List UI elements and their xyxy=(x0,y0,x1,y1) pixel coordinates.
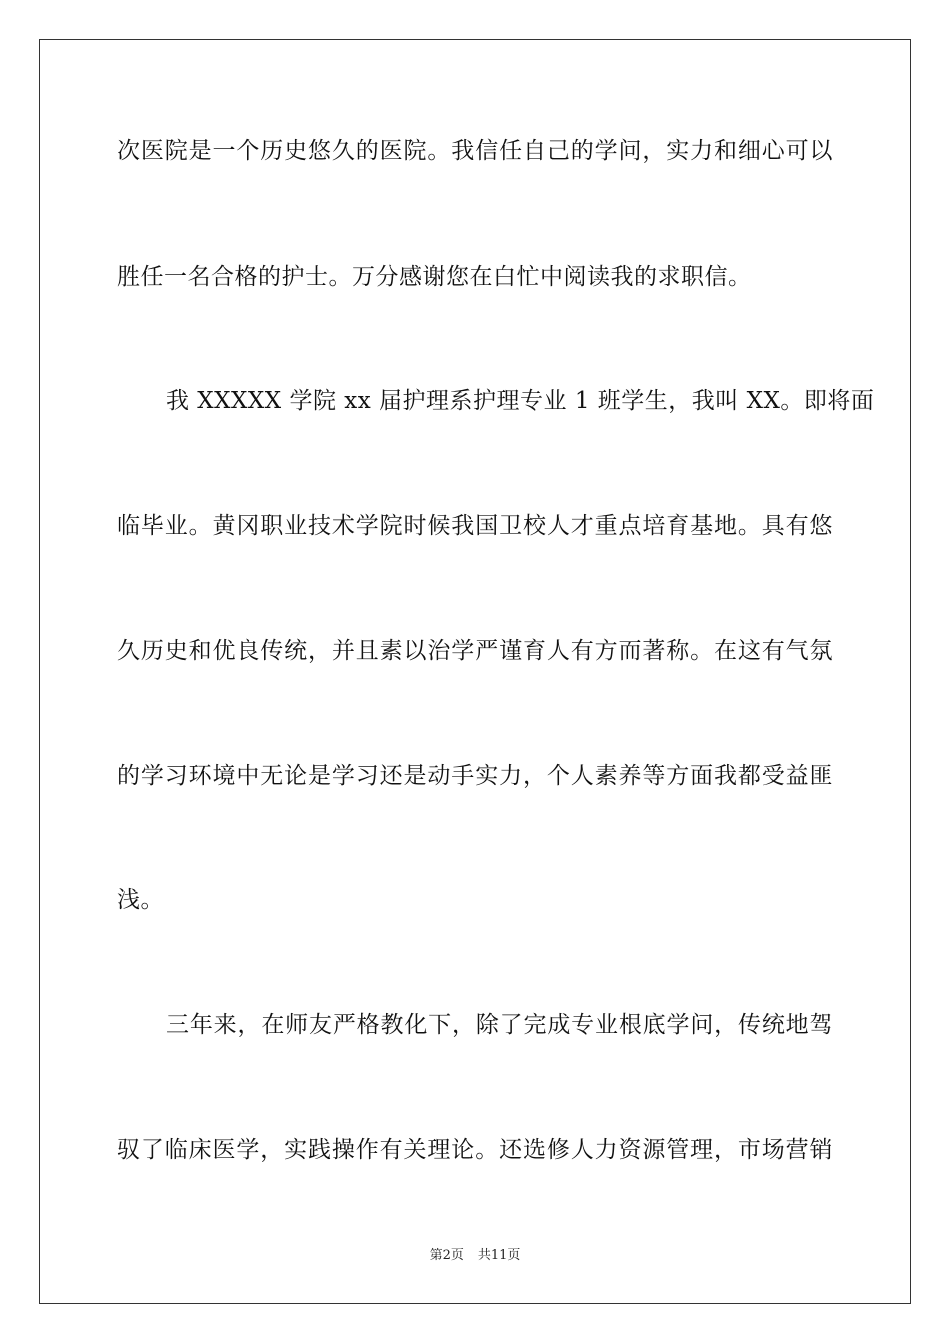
page-border xyxy=(39,39,911,1304)
paragraph-line: 的学习环境中无论是学习还是动手实力，个人素养等方面我都受益匪 xyxy=(117,763,833,789)
page-total: 共11页 xyxy=(477,1248,521,1263)
page-footer xyxy=(0,1247,950,1265)
paragraph-line: 久历史和优良传统，并且素以治学严谨育人有方而著称。在这有气氛 xyxy=(117,638,833,664)
paragraph-line: 临毕业。黄冈职业技术学院时候我国卫校人才重点培育基地。具有悠 xyxy=(117,513,833,539)
paragraph-line: 我 XXXXX 学院 xx 届护理系护理专业 1 班学生，我叫 XX。即将面 xyxy=(166,388,875,414)
paragraph-line: 次医院是一个历史悠久的医院。我信任自己的学问，实力和细心可以 xyxy=(117,138,833,164)
paragraph-line: 浅。 xyxy=(117,887,164,913)
page-number: 第2页 xyxy=(429,1248,464,1263)
paragraph-line: 胜任一名合格的护士。万分感谢您在白忙中阅读我的求职信。 xyxy=(117,264,752,290)
paragraph-line: 三年来，在师友严格教化下，除了完成专业根底学问，传统地驾 xyxy=(166,1012,833,1038)
paragraph-line: 驭了临床医学，实践操作有关理论。还选修人力资源管理，市场营销 xyxy=(117,1137,833,1163)
